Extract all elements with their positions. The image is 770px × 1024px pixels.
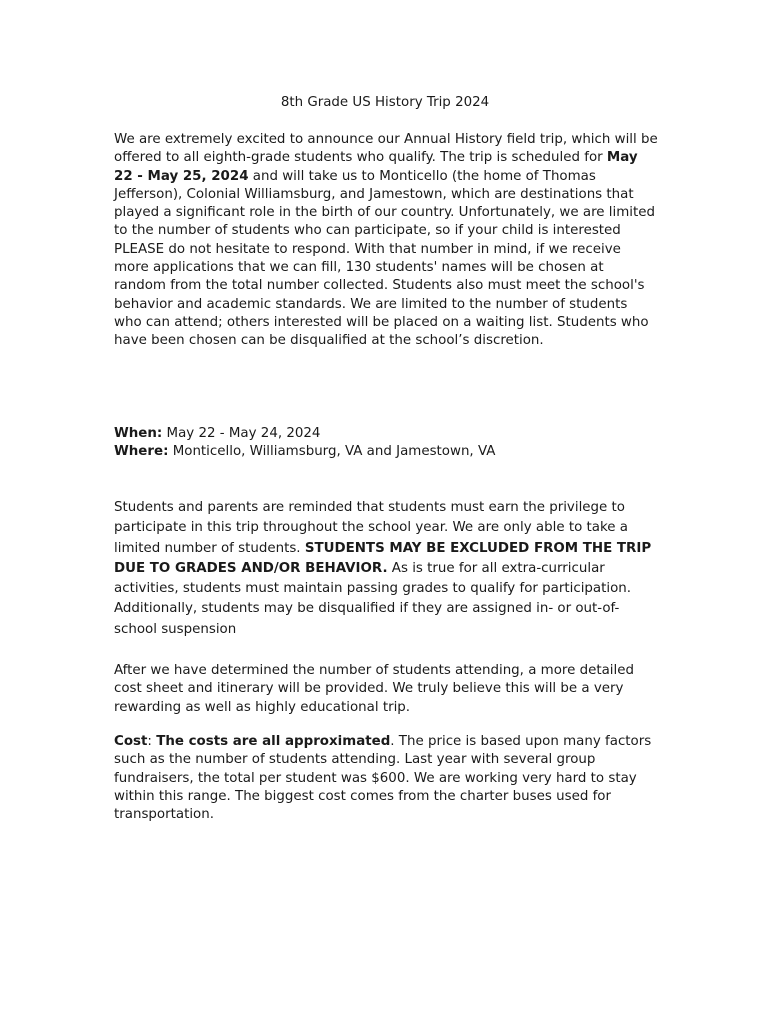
when-line	[114, 425, 659, 443]
where-value: Monticello, Williamsburg, VA and Jamestown, VA	[168, 444, 496, 460]
reminder-text-1: Students and parents are reminded that students must earn the privilege to participate in this trip throughout the school year. We are only able to take a limited number of students.	[114, 500, 628, 556]
cost-text: . The price is based upon many factors such as the number of students attending. Last year with several group fundraisers, the total per student was $600. We are working very hard to stay within this range. The biggest cost comes from the charter buses used for transportation.	[114, 734, 652, 823]
reminder-paragraph	[114, 498, 659, 640]
trip-details	[114, 425, 659, 462]
after-paragraph: After we have determined the number of students attending, a more detailed cost sheet and itinerary will be provided. We truly believe this will be a very rewarding as well as highly educational trip.	[114, 663, 634, 715]
when-value: May 22 - May 24, 2024	[162, 426, 321, 441]
intro-paragraph	[114, 131, 659, 351]
intro-dates: May 22 - May 25, 2024	[114, 150, 638, 184]
reminder-text-2: As is true for all extra-curricular activities, students must maintain passing grades to qualify for participation. Additionally, students may be disqualified if they are assigned in- or out-of-school suspension	[114, 560, 632, 637]
where-line	[114, 443, 659, 461]
cost-approx: The costs are all approximated	[156, 734, 391, 749]
reminder-warning: STUDENTS MAY BE EXCLUDED FROM THE TRIP DUE TO GRADES AND/OR BEHAVIOR.	[114, 540, 652, 576]
cost-label: Cost	[114, 734, 148, 749]
intro-text-2: and will take us to Monticello (the home of Thomas Jefferson), Colonial Williamsburg, and Jamestown, which are destinations that played a significant role in the birth of our country. Unfortunately, we are limited to the number of students who can participate, so if your child is interested PLEASE do not hesitate to respond. With that number in mind, if we receive more applications that we can fill, 130 students' names will be chosen at random from the total number collected. Students also must meet the school's behavior and academic standards. We are limited to the number of students who can attend; others interested will be placed on a waiting list. Students who have been chosen can be disqualified at the school’s discretion.	[114, 168, 655, 349]
cost-colon: :	[147, 734, 157, 749]
where-label: Where:	[114, 444, 169, 460]
intro-text-1: We are extremely excited to announce our Annual History field trip, which will be offered to all eighth-grade students who qualify. The trip is scheduled for	[114, 132, 658, 166]
document-title: 8th Grade US History Trip 2024	[280, 95, 490, 110]
when-label: When:	[114, 426, 163, 441]
cost-paragraph	[114, 733, 659, 824]
